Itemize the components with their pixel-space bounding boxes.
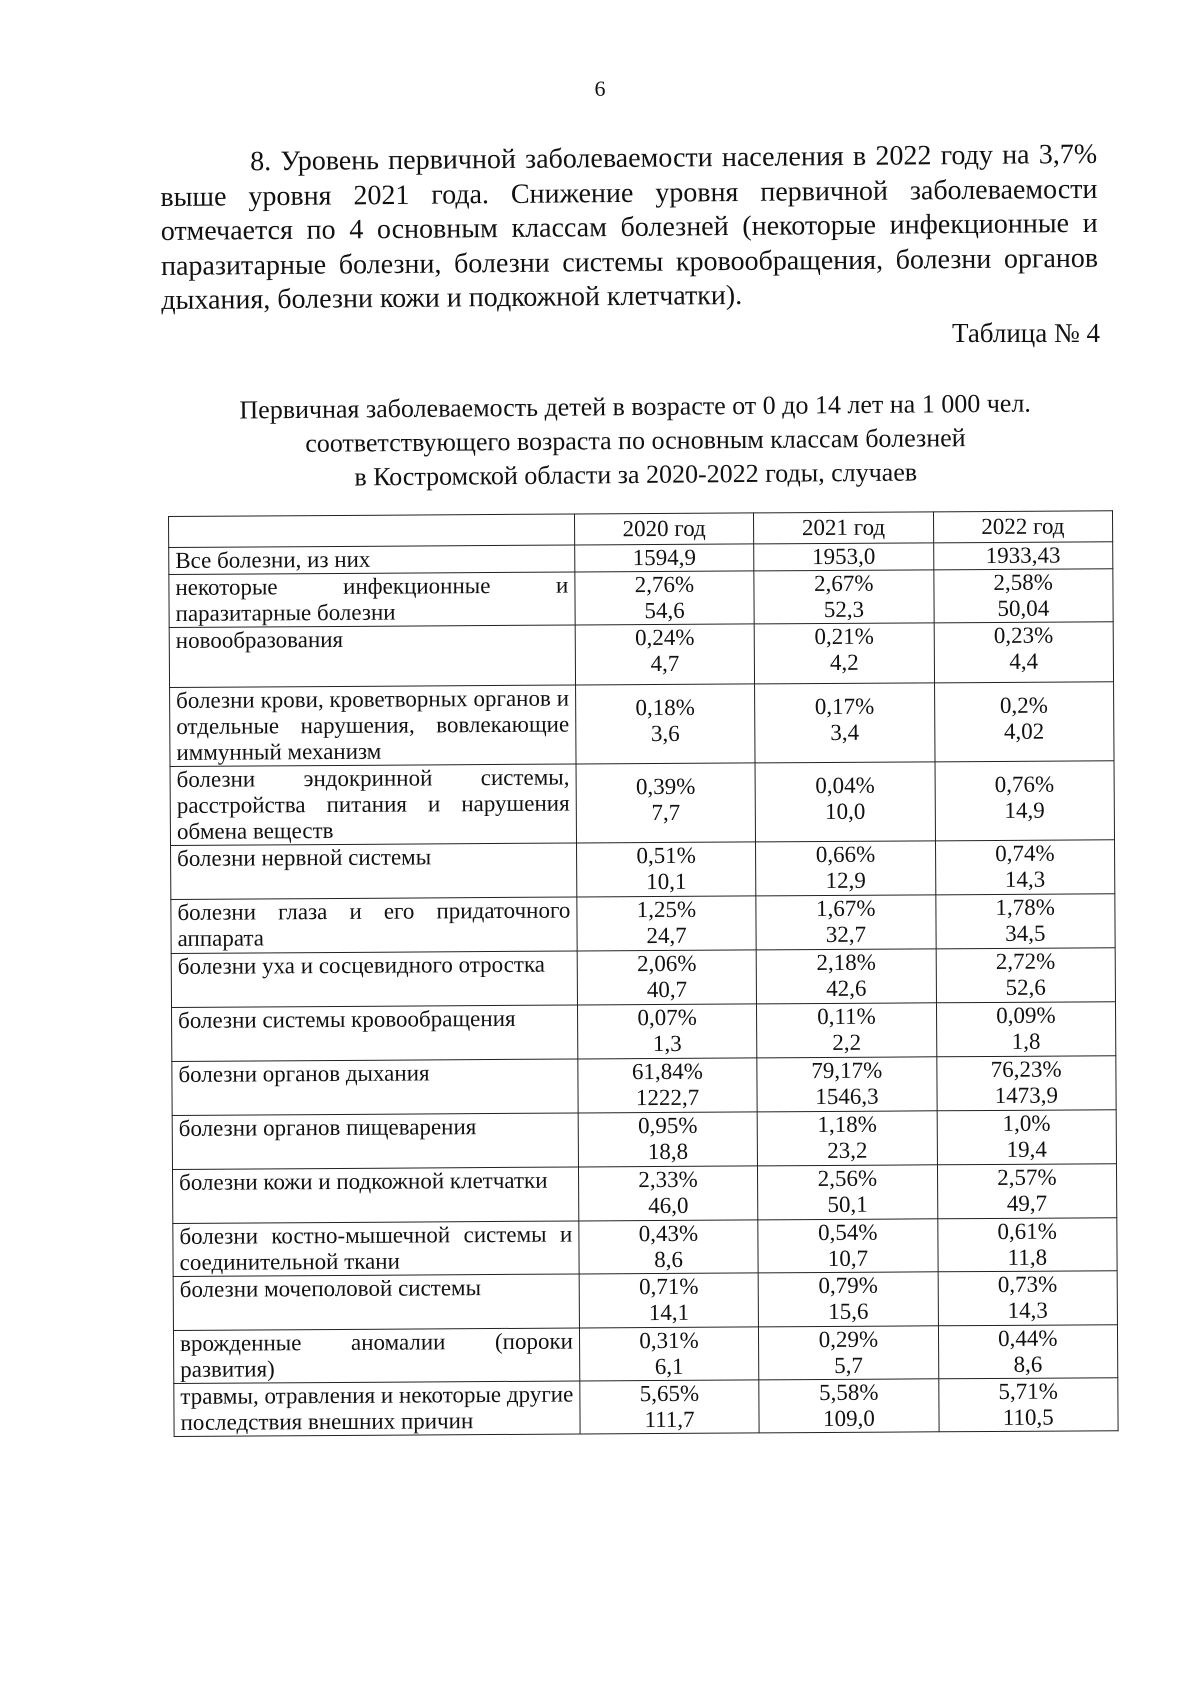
rate-value: 49,7: [1006, 1190, 1048, 1216]
disease-class-cell: болезни крови, кроветворных органов и отдельные нарушения, вовлекающие иммунный механизм: [170, 685, 576, 766]
rate-value: 1,8: [1011, 1028, 1041, 1054]
rate-value: 4,4: [1009, 648, 1039, 674]
table-row: [171, 948, 1115, 1008]
rate-value: 52,3: [823, 596, 865, 622]
rate-value: 1594,9: [632, 544, 697, 571]
table-row: [173, 1325, 1117, 1384]
disease-class-cell: болезни органов пищеварения: [172, 1113, 578, 1169]
morbidity-table: [168, 510, 1119, 1437]
value-cell-2020: [578, 1166, 758, 1221]
percent-value: 0,23%: [993, 622, 1054, 648]
percent-value: 0,09%: [996, 1002, 1056, 1028]
percent-value: 0,2%: [999, 692, 1049, 718]
percent-value: 5,58%: [818, 1379, 879, 1406]
value-cell-2021: [754, 623, 934, 684]
table-row: [171, 894, 1115, 954]
table-row: [170, 761, 1114, 846]
rate-value: 1,3: [652, 1030, 682, 1057]
value-cell-2021: [755, 762, 935, 842]
disease-class-cell: болезни глаза и его придаточного аппарата: [171, 897, 577, 953]
value-cell-2022: [937, 1110, 1117, 1165]
table-row: [171, 840, 1115, 900]
table-row: [172, 1164, 1116, 1224]
percent-value: 0,74%: [995, 840, 1055, 866]
value-cell-2021: [756, 895, 936, 950]
value-cell-2020: [575, 571, 755, 625]
percent-value: 0,04%: [815, 772, 875, 799]
value-cell-2020: [576, 763, 756, 843]
disease-class-cell: болезни органов дыхания: [172, 1059, 578, 1115]
percent-value: 2,57%: [997, 1164, 1057, 1190]
value-cell-2021: [756, 841, 936, 896]
rate-value: 50,1: [827, 1191, 868, 1217]
value-cell-2022: [938, 1271, 1118, 1326]
value-cell-2020: [577, 1004, 757, 1059]
percent-value: 0,44%: [998, 1325, 1058, 1351]
value-cell-2021: [754, 570, 934, 624]
value-cell-2021: [757, 1003, 937, 1058]
percent-value: 61,84%: [631, 1058, 703, 1085]
rate-value: 10,7: [827, 1245, 869, 1271]
value-cell-2021: [758, 1165, 938, 1220]
header-cell-2022: 2022 год: [933, 511, 1113, 543]
value-cell-2020: [579, 1327, 759, 1381]
value-cell-2022: [934, 622, 1114, 683]
rate-value: 4,2: [829, 649, 859, 675]
table-row: [173, 1218, 1117, 1277]
percent-value: 0,17%: [814, 693, 875, 720]
percent-value: 0,71%: [638, 1273, 699, 1300]
value-cell-2021: [759, 1326, 939, 1380]
percent-value: 1,67%: [816, 895, 876, 922]
rate-value: 40,7: [646, 976, 688, 1003]
value-cell-2020: [579, 1220, 759, 1274]
table-row: [172, 1056, 1116, 1116]
disease-class-cell: травмы, отравления и некоторые другие последствия внешних причин: [174, 1381, 580, 1436]
percent-value: 0,21%: [814, 623, 874, 650]
value-cell-2020: [577, 896, 757, 951]
value-cell-2022: [936, 1056, 1116, 1111]
percent-value: 0,31%: [639, 1327, 699, 1354]
percent-value: 1,0%: [1002, 1110, 1051, 1136]
rate-value: 11,8: [1007, 1244, 1048, 1270]
rate-value: 4,02: [1003, 718, 1045, 744]
rate-value: 12,9: [825, 867, 866, 893]
rate-value: 14,9: [1004, 797, 1045, 823]
disease-class-cell: болезни кожи и подкожной клетчатки: [172, 1167, 578, 1223]
rate-value: 4,7: [650, 650, 680, 677]
percent-value: 2,76%: [634, 571, 695, 598]
rate-value: 10,0: [825, 798, 866, 824]
rate-value: 1933,43: [985, 542, 1061, 569]
value-cell-2021: [756, 949, 936, 1004]
rate-value: 8,6: [1013, 1351, 1043, 1377]
percent-value: 0,43%: [638, 1220, 699, 1247]
rate-value: 50,04: [997, 595, 1050, 621]
value-cell-2021: [759, 1379, 939, 1433]
value-cell-2021: [757, 1111, 937, 1166]
value-cell-2022: [937, 1164, 1117, 1219]
rate-value: 5,7: [834, 1352, 864, 1378]
percent-value: 1,78%: [995, 894, 1055, 920]
disease-class-cell: врожденные аномалии (пороки развития): [173, 1328, 579, 1383]
rate-value: 1222,7: [635, 1084, 700, 1111]
percent-value: 0,51%: [636, 842, 696, 869]
header-cell-2021: 2021 год: [754, 512, 934, 544]
value-cell-2022: [933, 542, 1113, 570]
table-title: [160, 386, 1111, 496]
percent-value: 0,79%: [818, 1272, 878, 1299]
rate-value: 24,7: [646, 922, 687, 949]
percent-value: 2,67%: [814, 570, 874, 597]
rate-value: 42,6: [826, 975, 867, 1001]
rate-value: 1473,9: [994, 1082, 1059, 1108]
value-cell-2021: [757, 1057, 937, 1112]
rate-value: 18,8: [647, 1138, 689, 1165]
percent-value: 76,23%: [990, 1056, 1062, 1082]
value-cell-2022: [935, 894, 1115, 949]
table-row: [173, 1271, 1117, 1331]
value-cell-2020: [577, 950, 757, 1005]
disease-class-cell: болезни эндокринной системы, расстройства питания и нарушения обмена веществ: [170, 764, 576, 845]
percent-value: 0,61%: [997, 1218, 1057, 1244]
value-cell-2020: [576, 842, 756, 897]
table-label: Таблица № 4: [952, 318, 1100, 348]
disease-class-cell: Все болезни, из них: [169, 545, 575, 574]
rate-value: 34,5: [1005, 920, 1046, 946]
value-cell-2020: [575, 544, 755, 572]
value-cell-2022: [936, 1002, 1116, 1057]
rate-value: 32,7: [825, 921, 867, 947]
header-cell-empty: [169, 514, 575, 547]
value-cell-2020: [578, 1058, 758, 1113]
rate-value: 10,1: [646, 868, 687, 895]
value-cell-2021: [758, 1272, 938, 1327]
rate-value: 54,6: [644, 597, 685, 624]
table-title-line: соответствующего возраста по основным классам болезней: [305, 423, 966, 458]
value-cell-2022: [938, 1325, 1118, 1379]
header-cell-2020: 2020 год: [574, 513, 754, 545]
value-cell-2022: [935, 840, 1115, 895]
value-cell-2021: [758, 1219, 938, 1273]
rate-value: 15,6: [828, 1298, 869, 1324]
rate-value: 19,4: [1006, 1136, 1047, 1162]
percent-value: 1,18%: [817, 1111, 877, 1138]
percent-value: 79,17%: [811, 1057, 883, 1084]
value-cell-2021: [754, 543, 934, 571]
table-title-line: Первичная заболеваемость детей в возрасте от 0 до 14 лет на 1 000 чел.: [239, 388, 1031, 425]
percent-value: 0,76%: [994, 771, 1055, 797]
table-row: [169, 622, 1113, 688]
percent-value: 2,56%: [817, 1165, 878, 1192]
value-cell-2020: [578, 1112, 758, 1167]
percent-value: 5,65%: [639, 1380, 700, 1407]
value-cell-2020: [579, 1273, 759, 1328]
rate-value: 1953,0: [811, 543, 876, 570]
rate-value: 14,3: [1007, 1297, 1048, 1323]
percent-value: 0,07%: [637, 1004, 697, 1031]
rate-value: 23,2: [827, 1137, 868, 1163]
rate-value: 109,0: [822, 1405, 875, 1432]
rate-value: 3,4: [830, 719, 860, 745]
percent-value: 2,06%: [636, 950, 697, 977]
disease-class-cell: болезни системы кровообращения: [172, 1005, 578, 1061]
page-number: 6: [594, 76, 606, 101]
rate-value: 14,3: [1004, 866, 1046, 892]
value-cell-2021: [755, 683, 935, 763]
rate-value: 1546,3: [815, 1083, 879, 1110]
value-cell-2020: [575, 624, 755, 685]
value-cell-2020: [580, 1380, 760, 1434]
table-row: [172, 1002, 1116, 1062]
disease-class-cell: новообразования: [169, 625, 575, 687]
rate-value: 14,1: [648, 1299, 690, 1326]
percent-value: 2,33%: [638, 1166, 698, 1193]
value-cell-2022: [935, 761, 1115, 841]
table-body: [169, 542, 1118, 1437]
value-cell-2022: [938, 1378, 1118, 1432]
table-row: [172, 1110, 1116, 1170]
percent-value: 0,39%: [635, 773, 696, 800]
percent-value: 0,24%: [635, 624, 695, 651]
rate-value: 111,7: [644, 1406, 695, 1433]
rate-value: 3,6: [650, 720, 680, 747]
percent-value: 0,95%: [637, 1112, 698, 1139]
percent-value: 0,11%: [817, 1003, 876, 1030]
disease-class-cell: болезни уха и сосцевидного отростка: [171, 951, 577, 1007]
percent-value: 2,18%: [816, 949, 876, 976]
percent-value: 0,73%: [997, 1271, 1058, 1297]
body-paragraph: 8. Уровень первичной заболеваемости населения в 2022 году на 3,7% выше уровня 2021 года. Снижение уровня первичной заболеваемости отмечается по 4 основным классам болезней (некоторые инфекционные и паразитарные болезни, болезни системы кровообращения, болезни органов дыхания, болезни кожи и подкожной клетчатки).: [160, 138, 1099, 316]
table-row: [170, 682, 1114, 767]
percent-value: 0,29%: [818, 1326, 879, 1353]
value-cell-2022: [933, 569, 1113, 623]
table-title-line: в Костромской области за 2020-2022 годы, случаев: [354, 457, 918, 492]
percent-value: 2,58%: [993, 569, 1054, 595]
value-cell-2022: [937, 1218, 1117, 1272]
rate-value: 2,2: [832, 1029, 862, 1055]
morbidity-table-wrapper: [168, 510, 1119, 1437]
percent-value: 1,25%: [636, 896, 697, 923]
rate-value: 7,7: [651, 799, 681, 826]
rate-value: 46,0: [648, 1192, 689, 1219]
percent-value: 0,66%: [815, 841, 876, 868]
percent-value: 0,18%: [635, 694, 696, 721]
percent-value: 5,71%: [998, 1378, 1058, 1404]
rate-value: 6,1: [654, 1353, 684, 1380]
table-row: [169, 569, 1113, 628]
disease-class-cell: некоторые инфекционные и паразитарные болезни: [169, 572, 575, 627]
rate-value: 110,5: [1002, 1404, 1054, 1430]
value-cell-2022: [934, 682, 1114, 762]
disease-class-cell: болезни костно-мышечной системы и соединительной ткани: [173, 1221, 579, 1276]
value-cell-2020: [575, 684, 755, 764]
disease-class-cell: болезни мочеполовой системы: [173, 1274, 579, 1330]
table-row: [174, 1378, 1118, 1437]
percent-value: 2,72%: [995, 948, 1056, 974]
rate-value: 52,6: [1005, 974, 1046, 1000]
rate-value: 8,6: [654, 1246, 684, 1273]
disease-class-cell: болезни нервной системы: [171, 843, 577, 899]
value-cell-2022: [936, 948, 1116, 1003]
percent-value: 0,54%: [818, 1219, 878, 1246]
